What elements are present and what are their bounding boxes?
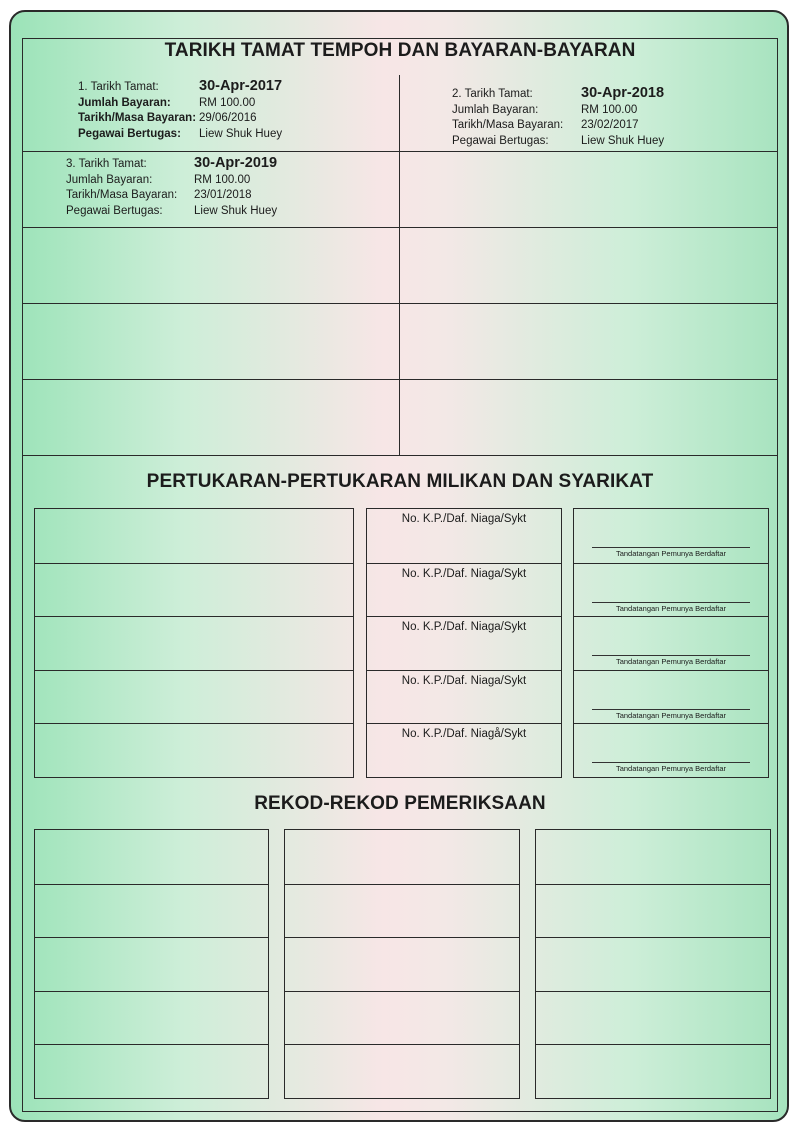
officer-label: Pegawai Bertugas:: [78, 127, 181, 140]
inspection-cell: [536, 830, 770, 884]
inspection-cell: [35, 1044, 268, 1098]
expiry-date-label: 1. Tarikh Tamat:: [78, 81, 159, 93]
payment-amount-value: RM 100.00: [199, 96, 256, 109]
expiry-grid: [22, 75, 778, 455]
signature-cell: [574, 723, 768, 777]
officer-value: Liew Shuk Huey: [194, 204, 278, 217]
signature-line: [592, 602, 750, 603]
expiry-grid-row-line: [22, 455, 778, 456]
officer-value: Liew Shuk Huey: [581, 134, 665, 147]
inspection-section-title: REKOD-REKOD PEMERIKSAAN: [254, 793, 546, 814]
payment-datetime-label: Tarikh/Masa Bayaran:: [78, 112, 197, 124]
signature-cell: [574, 509, 768, 563]
inspection-box-middle: [284, 829, 520, 1099]
payment-datetime-value: 23/02/2017: [581, 119, 639, 131]
payment-amount-label: Jumlah Bayaran:: [78, 96, 171, 109]
owner-id-cell: No. K.P./Daf. Niaga/Sykt: [367, 616, 561, 670]
payment-amount-value: RM 100.00: [194, 173, 251, 186]
ownership-section-title: PERTUKARAN-PERTUKARAN MILIKAN DAN SYARIKAT: [146, 471, 654, 492]
owner-id-cell: No. K.P./Daf. Niagå/Sykt: [367, 723, 561, 777]
payment-datetime-value: 23/01/2018: [194, 189, 252, 201]
owner-id-box: [366, 508, 562, 778]
inspection-cell: [285, 884, 519, 937]
inspection-cell: [35, 830, 268, 884]
signature-label: Tandatangan Pemunya Berdaftar: [615, 657, 727, 666]
expiry-grid-divider: [399, 75, 400, 455]
signature-line: [592, 762, 750, 763]
inspection-cell: [35, 937, 268, 991]
payment-datetime-value: 29/06/2016: [199, 112, 257, 124]
inspection-cell: [536, 937, 770, 991]
signature-label: Tandatangan Pemunya Berdaftar: [615, 604, 727, 613]
payment-amount-label: Jumlah Bayaran:: [452, 103, 539, 116]
expiry-grid-row-line: [22, 379, 778, 380]
owner-id-cell: No. K.P./Daf. Niaga/Sykt: [367, 563, 561, 616]
owner-name-cell: [35, 509, 353, 563]
payment-amount-label: Jumlah Bayaran:: [66, 173, 153, 186]
signature-label: Tandatangan Pemunya Berdaftar: [615, 549, 727, 558]
officer-label: Pegawai Bertugas:: [66, 204, 163, 217]
signature-cell: [574, 563, 768, 616]
signature-cell: [574, 670, 768, 723]
officer-value: Liew Shuk Huey: [199, 127, 283, 140]
signature-label: Tandatangan Pemunya Berdaftar: [615, 711, 727, 720]
expiry-grid-row-line: [22, 151, 778, 152]
owner-name-cell: [35, 563, 353, 616]
document-page: [9, 10, 789, 1122]
inspection-box-right: [535, 829, 771, 1099]
owner-name-cell: [35, 616, 353, 670]
expiry-date-label: 2. Tarikh Tamat:: [452, 88, 533, 100]
inspection-cell: [285, 1044, 519, 1098]
inspection-box-left: [34, 829, 269, 1099]
owner-name-cell: [35, 670, 353, 723]
expiry-date-value: 30-Apr-2019: [194, 155, 278, 171]
inspection-cell: [536, 991, 770, 1044]
owner-name-box: [34, 508, 354, 778]
payment-datetime-label: Tarikh/Masa Bayaran:: [66, 189, 178, 201]
inspection-cell: [536, 1044, 770, 1098]
expiry-date-value: 30-Apr-2017: [199, 78, 283, 94]
inspection-cell: [35, 884, 268, 937]
signature-line: [592, 709, 750, 710]
owner-signature-box: [573, 508, 769, 778]
signature-cell: [574, 616, 768, 670]
expiry-grid-row-line: [22, 303, 778, 304]
payment-amount-value: RM 100.00: [581, 103, 638, 116]
payment-datetime-label: Tarikh/Masa Bayaran:: [452, 119, 564, 131]
owner-id-cell: No. K.P./Daf. Niaga/Sykt: [401, 513, 527, 525]
expiry-date-label: 3. Tarikh Tamat:: [66, 158, 147, 170]
signature-label: Tandatangan Pemunya Berdaftar: [615, 764, 727, 773]
expiry-grid-row-line: [22, 227, 778, 228]
owner-id-cell: No. K.P./Daf. Niaga/Sykt: [367, 670, 561, 723]
owner-name-cell: [35, 723, 353, 777]
inspection-cell: [285, 991, 519, 1044]
signature-line: [592, 655, 750, 656]
signature-line: [592, 547, 750, 548]
inspection-cell: [536, 884, 770, 937]
officer-label: Pegawai Bertugas:: [452, 134, 549, 147]
inspection-cell: [35, 991, 268, 1044]
expiry-section-title: TARIKH TAMAT TEMPOH DAN BAYARAN-BAYARAN: [164, 40, 636, 61]
inspection-cell: [285, 830, 519, 884]
expiry-date-value: 30-Apr-2018: [581, 85, 665, 101]
inspection-cell: [285, 937, 519, 991]
